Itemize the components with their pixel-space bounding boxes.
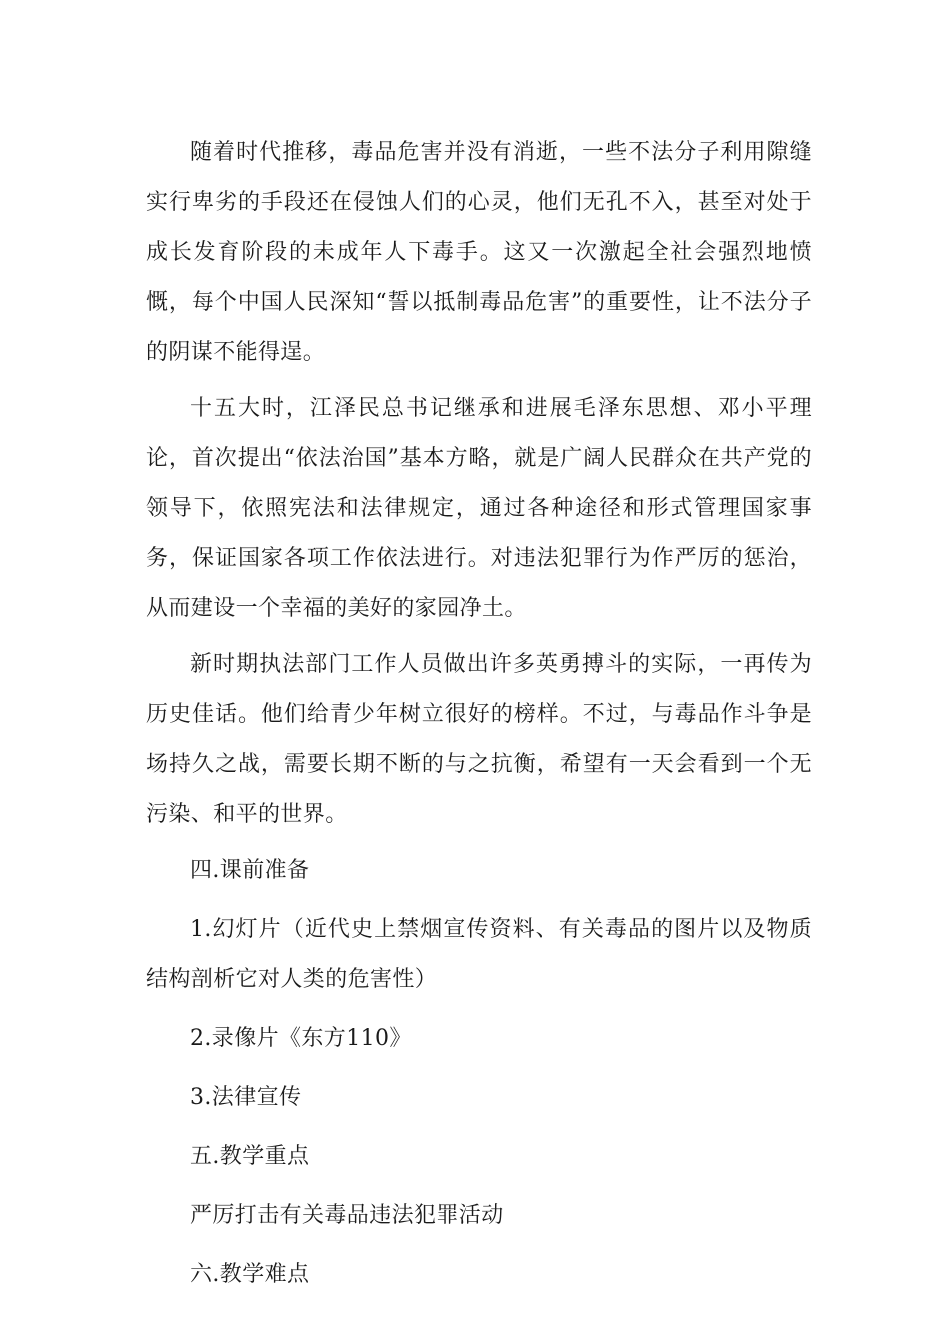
prep-item-slides: 1.幻灯片（近代史上禁烟宣传资料、有关毒品的图片以及物质结构剖析它对人类的危害性） — [146, 917, 812, 992]
section-heading-preparation: 四.课前准备 — [190, 858, 310, 883]
document-body — [146, 128, 812, 1309]
paragraph-law-enforcement: 新时期执法部门工作人员做出许多英勇搏斗的实际，一再传为历史佳话。他们给青少年树立很好的榜样。不过，与毒品作斗争是场持久之战，需要长期不断的与之抗衡，希望有一天会看到一个无污染、和平的世界。 — [146, 652, 812, 827]
key-points-body: 严厉打击有关毒品违法犯罪活动 — [190, 1203, 504, 1228]
prep-item-legal-publicity: 3.法律宣传 — [190, 1085, 302, 1110]
prep-item-video: 2.录像片《东方110》 — [190, 1026, 412, 1051]
paragraph-rule-of-law: 十五大时，江泽民总书记继承和进展毛泽东思想、邓小平理论，首次提出“依法治国”基本方略，就是广阔人民群众在共产党的领导下，依照宪法和法律规定，通过各种途径和形式管理国家事务，保证国家各项工作依法进行。对违法犯罪行为作严厉的惩治，从而建设一个幸福的美好的家园净土。 — [146, 396, 812, 621]
section-heading-difficulties: 六.教学难点 — [190, 1262, 310, 1287]
paragraph-drug-harm: 随着时代推移，毒品危害并没有消逝，一些不法分子利用隙缝实行卑劣的手段还在侵蚀人们的心灵，他们无孔不入，甚至对处于成长发育阶段的未成年人下毒手。这又一次激起全社会强烈地愤慨，每个中国人民深知“誓以抵制毒品危害”的重要性，让不法分子的阴谋不能得逞。 — [146, 140, 812, 365]
section-heading-key-points: 五.教学重点 — [190, 1144, 310, 1169]
